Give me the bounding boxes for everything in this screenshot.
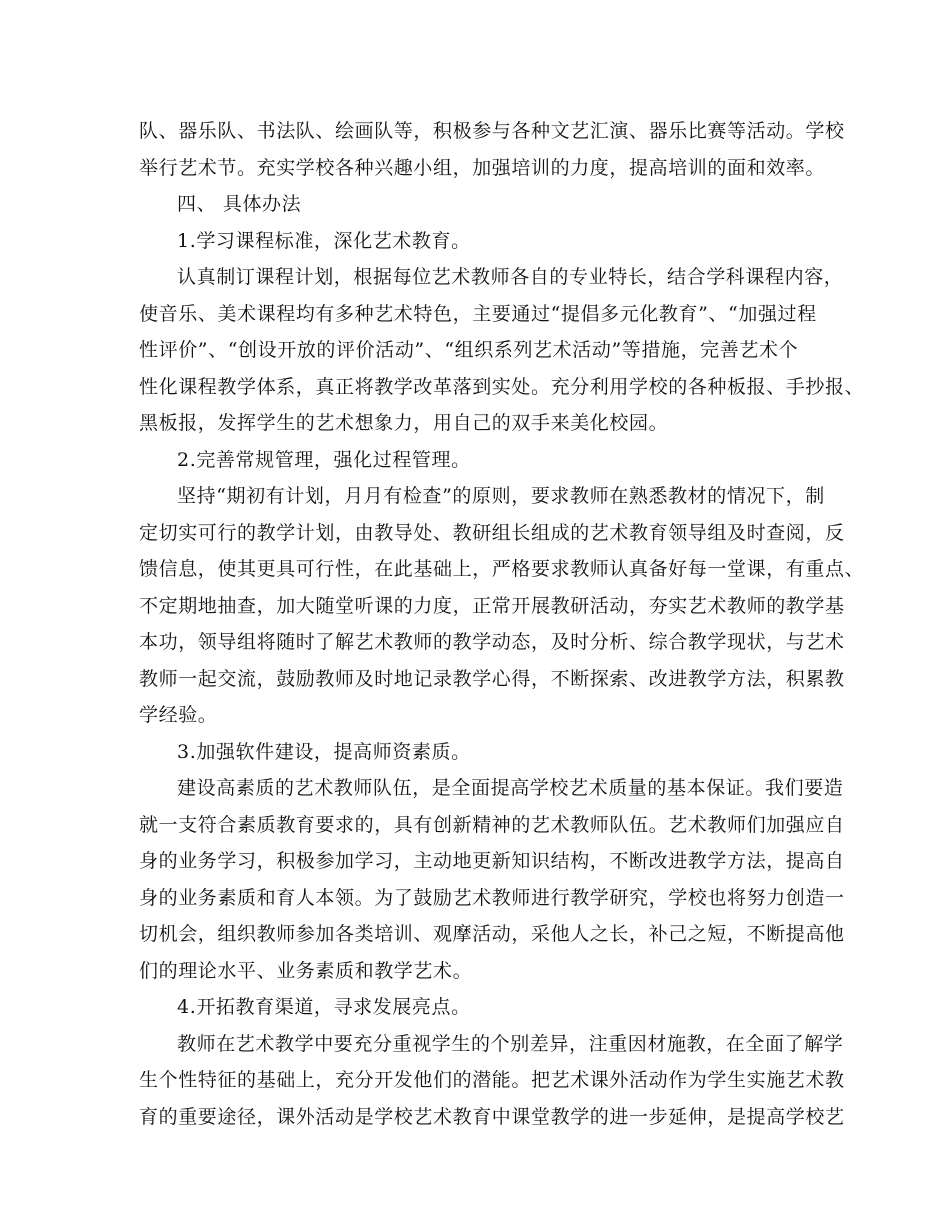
subheading: 1.学习课程标准，深化艺术教育。 (177, 229, 471, 252)
text-line: 性评价”、“创设开放的评价活动”、“组织系列艺术活动”等措施，完善艺术个 (139, 339, 799, 361)
text-line: 生个性特征的基础上，充分开发他们的潜能。把艺术课外活动作为学生实施艺术教 (139, 1069, 845, 1091)
text-line: 黑板报，发挥学生的艺术想象力，用自己的双手来美化校园。 (139, 412, 669, 434)
text-line: 教师在艺术教学中要充分重视学生的个别差异，注重因材施教，在全面了解学 (177, 1032, 844, 1055)
text-line: 建设高素质的艺术教师队伍，是全面提高学校艺术质量的基本保证。我们要造 (177, 777, 844, 799)
text-line: 育的重要途径，课外活动是学校艺术教育中课堂教学的进一步延伸，是提高学校艺 (139, 1105, 845, 1128)
text-line: 切机会，组织教师参加各类培训、观摩活动，采他人之长，补己之短，不断提高他 (139, 923, 845, 945)
text-line: 馈信息，使其更具可行性，在此基础上，严格要求教师认真备好每一堂课，有重点、 (139, 558, 865, 580)
text-line: 学经验。 (139, 704, 218, 726)
text-line: 队、器乐队、书法队、绘画队等，积极参与各种文艺汇演、器乐比赛等活动。学校 (139, 120, 845, 142)
subheading: 3.加强软件建设，提高师资素质。 (177, 740, 471, 763)
section-heading: 四、 具体办法 (177, 193, 302, 215)
text-line: 不定期地抽查，加大随堂听课的力度，正常开展教研活动，夯实艺术教师的教学基 (139, 594, 845, 617)
text-line: 们的理论水平、业务素质和教学艺术。 (139, 959, 473, 982)
text-line: 身的业务素质和育人本领。为了鼓励艺术教师进行教学研究，学校也将努力创造一 (139, 886, 845, 909)
text-line: 本功，领导组将随时了解艺术教师的教学动态，及时分析、综合教学现状，与艺术 (139, 631, 845, 653)
body-text (139, 113, 865, 1135)
text-line: 性化课程教学体系，真正将教学改革落到实处。充分利用学校的各种板报、手抄报、 (139, 375, 865, 398)
subheading: 4.开拓教育渠道，寻求发展亮点。 (177, 996, 471, 1018)
text-line: 坚持“期初有计划，月月有检查”的原则，要求教师在熟悉教材的情况下，制 (177, 485, 825, 507)
text-line: 身的业务学习，积极参加学习，主动地更新知识结构，不断改进教学方法，提高自 (139, 850, 845, 872)
subheading: 2.完善常规管理，强化过程管理。 (177, 448, 471, 471)
text-line: 教师一起交流，鼓励教师及时地记录教学心得，不断探索、改进教学方法，积累教 (139, 667, 845, 690)
text-line: 举行艺术节。充实学校各种兴趣小组，加强培训的力度，提高培训的面和效率。 (139, 156, 826, 179)
text-line: 认真制订课程计划，根据每位艺术教师各自的专业特长，结合学科课程内容， (177, 266, 844, 288)
text-line: 使音乐、美术课程均有多种艺术特色，主要通过“提倡多元化教育”、“加强过程 (139, 302, 817, 325)
text-line: 定切实可行的教学计划，由教导处、教研组长组成的艺术教育领导组及时查阅，反 (139, 521, 845, 544)
text-line: 就一支符合素质教育要求的，具有创新精神的艺术教师队伍。艺术教师们加强应自 (139, 813, 845, 836)
